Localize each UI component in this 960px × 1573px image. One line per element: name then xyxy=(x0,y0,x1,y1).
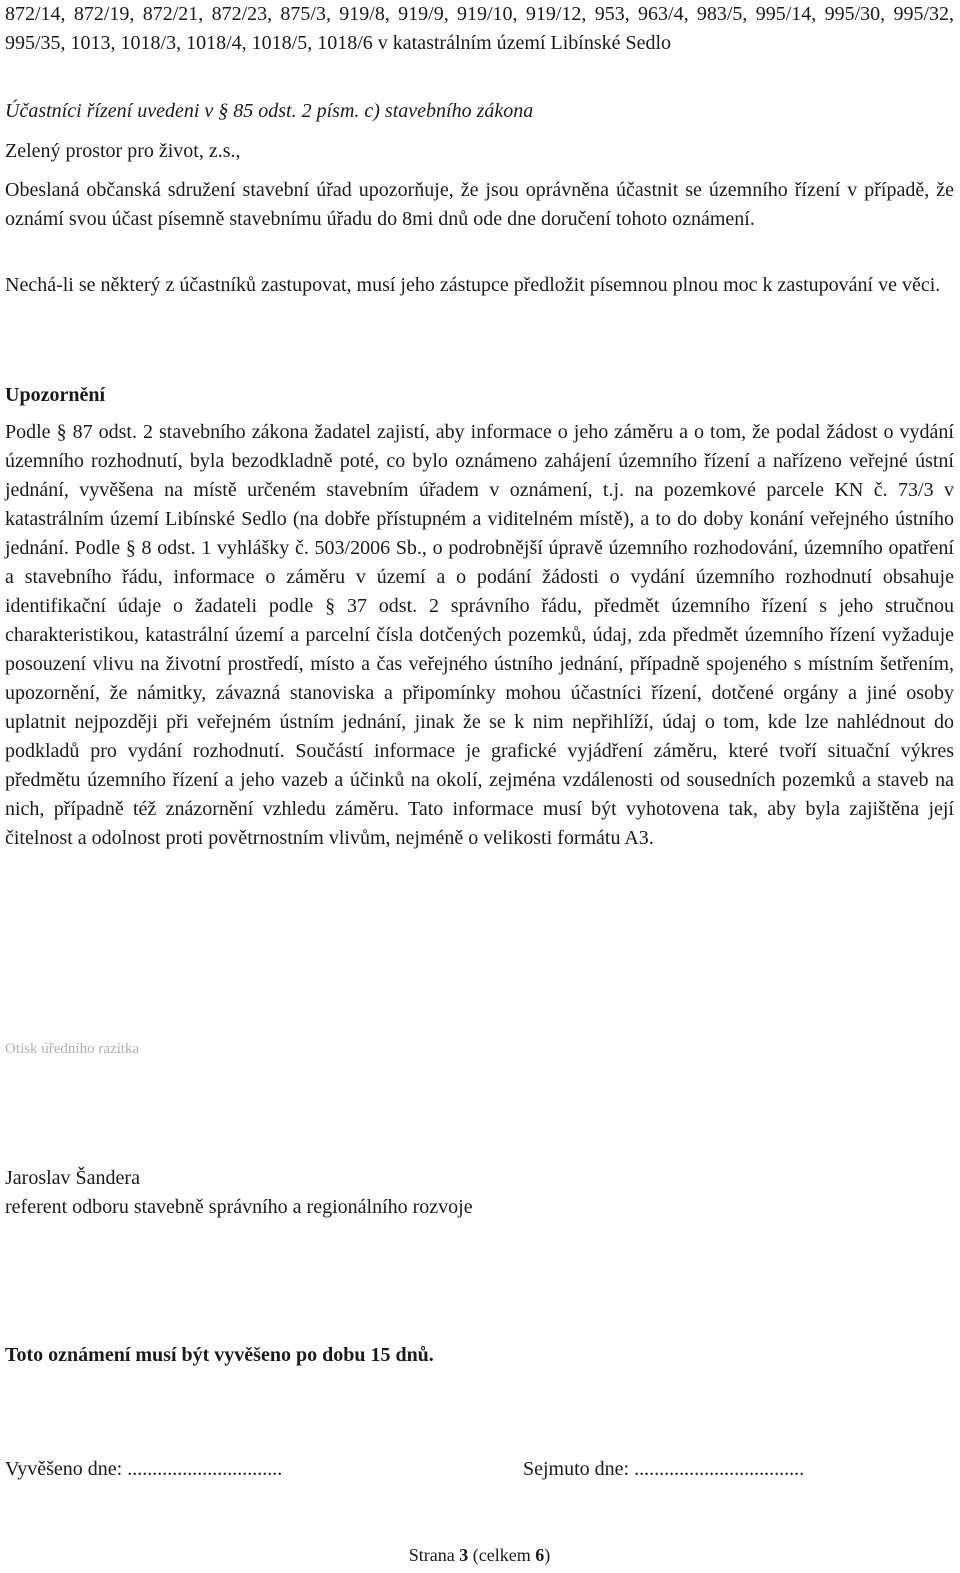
associations-paragraph: Obeslaná občanská sdružení stavební úřad upozorňuje, že jsou oprávněna účastnit se územního řízení v případě, že oznámí svou účast písemně stavebnímu úřadu do 8mi dnů ode dne doručení tohoto oznámení. xyxy=(5,179,954,230)
representation-paragraph: Nechá-li se některý z účastníků zastupovat, musí jeho zástupce předložit písemnou plnou moc k zastupování ve věci. xyxy=(5,274,941,296)
posting-dates xyxy=(5,1455,954,1484)
footer-middle: (celkem xyxy=(468,1545,536,1565)
posting-notice: Toto oznámení musí být vyvěšeno po dobu 15 dnů. xyxy=(5,1344,434,1366)
signatory-name: Jaroslav Šandera xyxy=(5,1167,140,1189)
notice-heading: Upozornění xyxy=(5,384,105,406)
notice-paragraph: Podle § 87 odst. 2 stavebního zákona žadatel zajistí, aby informace o jeho záměru a o tom, že podal žádost o vydání územního rozhodnutí, byla bezodkladně poté, co bylo oznámeno zahájení územního řízení a nařízeno veřejné ústní jednání, vyvěšena na místě určeném stavebním úřadem v oznámení, t.j. na pozemkové parcele KN č. 73/3 v katastrálním území Libínské Sedlo (na dobře přístupném a viditelném místě), a to do doby konání veřejného ústního jednání. Podle § 8 odst. 1 vyhlášky č. 503/2006 Sb., o podrobnější úpravě územního rozhodování, územního opatření a stavebního řádu, informace o záměru v území a o podání žádosti o vydání územního rozhodnutí obsahuje identifikační údaje o žadateli podle § 37 odst. 2 správního řádu, předmět územního řízení s jeho stručnou charakteristikou, katastrální území a parcelní čísla dotčených pozemků, údaj, zda předmět územního řízení vyžaduje posouzení vlivu na životní prostředí, místo a čas veřejného ústního jednání, případně spojeného s místním šetřením, upozornění, že námitky, závazná stanoviska a připomínky mohou účastníci řízení, dotčené orgány a jiné osoby uplatnit nejpozději při veřejném ústním jednání, jinak že se k nim nepřihlíží, údaj o tom, kde lze nahlédnout do podkladů pro vydání rozhodnutí. Součástí informace je grafické vyjádření záměru, které tvoří situační výkres předmětu územního řízení a jeho vazeb a účinků na okolí, zejména vzdálenosti od sousedních pozemků a staveb na nich, případně též znázornění vzhledu záměru. Tato informace musí být vyhotovena tak, aby byla zajištěna její čitelnost a odolnost proti povětrnostním vlivům, nejméně o velikosti formátu A3. xyxy=(5,421,954,849)
footer-suffix: ) xyxy=(544,1545,551,1565)
signatory-position: referent odboru stavebně správního a regionálního rozvoje xyxy=(5,1196,473,1218)
page-footer xyxy=(5,1543,954,1567)
removed-date-field: Sejmuto dne: .................................. xyxy=(523,1458,805,1480)
posted-date-field: Vyvěšeno dne: ............................... xyxy=(5,1458,283,1480)
participant-entry: Zelený prostor pro život, z.s., xyxy=(5,140,241,162)
stamp-placeholder: Otisk úředního razítka xyxy=(5,1041,140,1057)
participants-heading: Účastníci řízení uvedeni v § 85 odst. 2 písm. c) stavebního zákona xyxy=(5,100,534,122)
parcels-text: 872/14, 872/19, 872/21, 872/23, 875/3, 919/8, 919/9, 919/10, 919/12, 953, 963/4, 983/5, 995/14, 995/30, 995/32, 995/35, 1013, 1018/3, 1018/4, 1018/5, 1018/6 v katastrálním území Libínské Sedlo xyxy=(5,3,954,54)
footer-total-pages: 6 xyxy=(535,1545,545,1565)
document-page xyxy=(5,0,954,1573)
footer-prefix: Strana xyxy=(408,1545,460,1565)
footer-page-number: 3 xyxy=(459,1545,469,1565)
